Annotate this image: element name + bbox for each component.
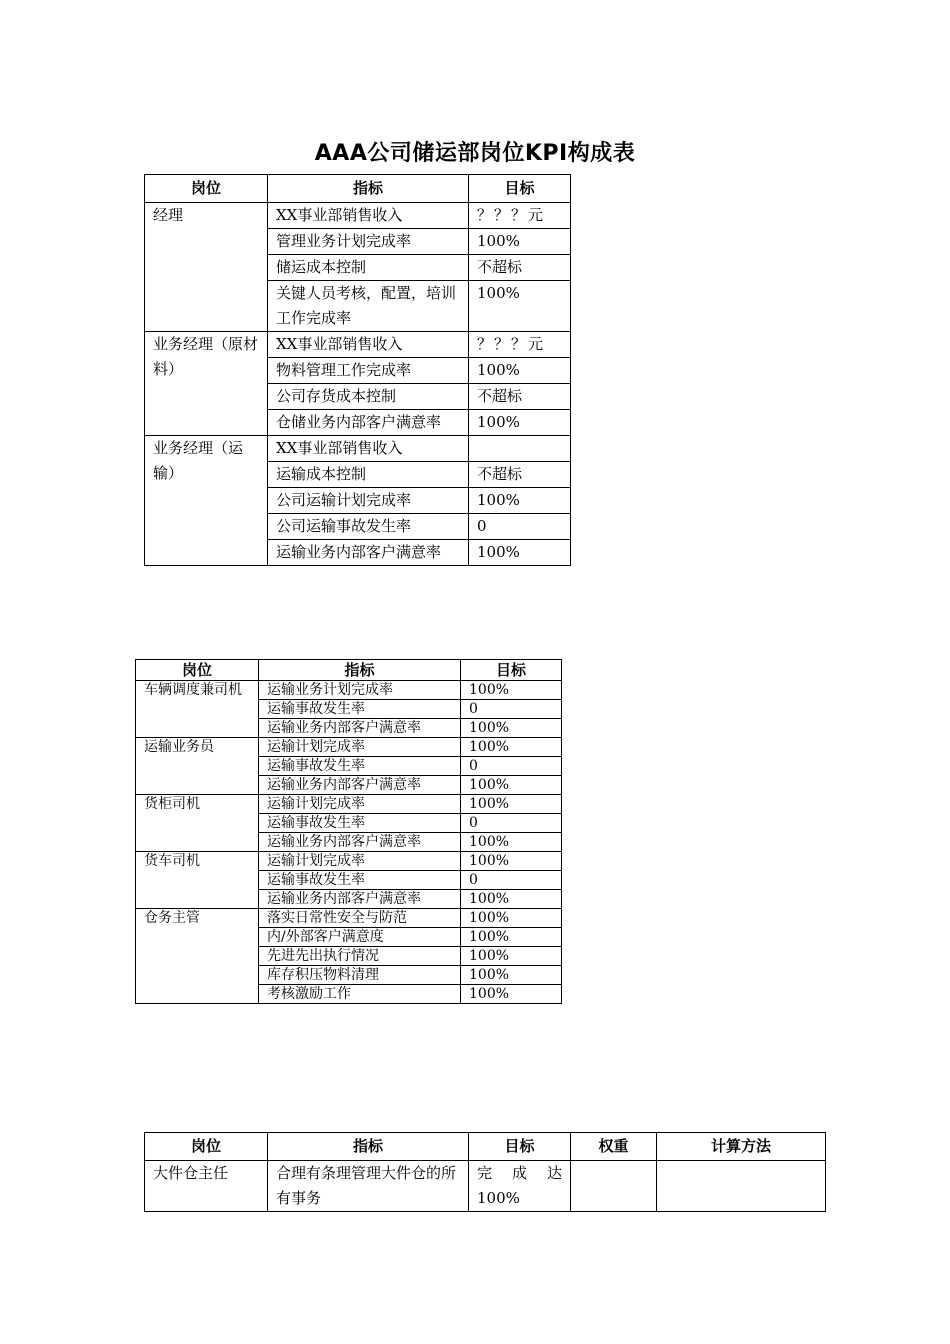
table-row: [136, 852, 562, 871]
indicator-cell: 关键人员考核，配置，培训工作完成率: [268, 281, 469, 332]
header-method: 计算方法: [657, 1133, 826, 1161]
position-cell: 货柜司机: [136, 795, 259, 852]
target-cell: 100%: [469, 540, 571, 566]
indicator-cell: 物料管理工作完成率: [268, 358, 469, 384]
target-cell: 100%: [461, 928, 562, 947]
indicator-cell: XX事业部销售收入: [268, 203, 469, 229]
indicator-cell: 运输计划完成率: [259, 852, 461, 871]
table-row: [145, 332, 571, 358]
indicator-cell: 运输计划完成率: [259, 795, 461, 814]
target-cell: 100%: [469, 281, 571, 332]
target-cell: 100%: [461, 909, 562, 928]
header-indicator: 指标: [268, 175, 469, 203]
target-cell: 100%: [461, 738, 562, 757]
position-cell: 仓务主管: [136, 909, 259, 1004]
indicator-cell: 运输业务内部客户满意率: [259, 719, 461, 738]
table-header-row: [145, 1133, 826, 1161]
header-weight: 权重: [571, 1133, 657, 1161]
target-cell: 不超标: [469, 255, 571, 281]
target-cell: 不超标: [469, 384, 571, 410]
target-cell: 100%: [469, 229, 571, 255]
table-row: [145, 436, 571, 462]
indicator-cell: 内/外部客户满意度: [259, 928, 461, 947]
indicator-cell: 运输事故发生率: [259, 871, 461, 890]
table-row: [136, 909, 562, 928]
indicator-cell: 运输成本控制: [268, 462, 469, 488]
position-cell: 运输业务员: [136, 738, 259, 795]
header-position: 岗位: [145, 175, 268, 203]
target-cell: 100%: [469, 488, 571, 514]
indicator-cell: 先进先出执行情况: [259, 947, 461, 966]
table-header-row: [136, 660, 562, 681]
position-cell: 货车司机: [136, 852, 259, 909]
indicator-cell: 运输计划完成率: [259, 738, 461, 757]
indicator-cell: 运输事故发生率: [259, 700, 461, 719]
target-cell: 100%: [461, 795, 562, 814]
table-row: [145, 1161, 826, 1212]
target-cell: 100%: [461, 890, 562, 909]
target-cell: 100%: [461, 852, 562, 871]
indicator-cell: 管理业务计划完成率: [268, 229, 469, 255]
header-target: 目标: [469, 175, 571, 203]
target-cell: 100%: [461, 776, 562, 795]
indicator-cell: 公司运输计划完成率: [268, 488, 469, 514]
indicator-cell: 公司运输事故发生率: [268, 514, 469, 540]
indicator-cell: 库存积压物料清理: [259, 966, 461, 985]
header-position: 岗位: [136, 660, 259, 681]
page-title: AAA公司储运部岗位KPI构成表: [314, 141, 636, 166]
method-cell: [657, 1161, 826, 1212]
indicator-cell: 运输业务内部客户满意率: [259, 890, 461, 909]
position-cell: 业务经理（运输）: [145, 436, 268, 566]
target-cell: ？？？元: [469, 332, 571, 358]
target-cell: [469, 1161, 571, 1212]
target-cell: 0: [461, 814, 562, 833]
header-target: 目标: [461, 660, 562, 681]
target-cell: 0: [469, 514, 571, 540]
table-row: [145, 203, 571, 229]
target-cell: 100%: [461, 985, 562, 1004]
indicator-cell: 落实日常性安全与防范: [259, 909, 461, 928]
target-cell: ？？？元: [469, 203, 571, 229]
position-cell: 经理: [145, 203, 268, 332]
position-cell: 业务经理（原材料）: [145, 332, 268, 436]
position-cell: 车辆调度兼司机: [136, 681, 259, 738]
indicator-cell: 运输事故发生率: [259, 757, 461, 776]
indicator-cell: 仓储业务内部客户满意率: [268, 410, 469, 436]
target-cell: [469, 436, 571, 462]
weight-cell: [571, 1161, 657, 1212]
target-cell: 100%: [461, 947, 562, 966]
indicator-cell: 考核激励工作: [259, 985, 461, 1004]
target-line: 完成达: [477, 1164, 562, 1182]
table-header-row: [145, 175, 571, 203]
target-cell: 0: [461, 757, 562, 776]
indicator-cell: XX事业部销售收入: [268, 436, 469, 462]
target-cell: 100%: [469, 358, 571, 384]
indicator-cell: 储运成本控制: [268, 255, 469, 281]
table-row: [136, 738, 562, 757]
target-cell: 100%: [461, 681, 562, 700]
target-cell: 100%: [469, 410, 571, 436]
table-row: [136, 681, 562, 700]
indicator-cell: 运输业务内部客户满意率: [259, 776, 461, 795]
kpi-table-managers: [144, 174, 571, 566]
indicator-cell: 运输业务内部客户满意率: [259, 833, 461, 852]
indicator-cell: 运输业务计划完成率: [259, 681, 461, 700]
indicator-cell: 运输事故发生率: [259, 814, 461, 833]
target-cell: 不超标: [469, 462, 571, 488]
target-cell: 100%: [461, 833, 562, 852]
kpi-table-staff: [135, 659, 562, 1004]
target-cell: 0: [461, 700, 562, 719]
header-position: 岗位: [145, 1133, 268, 1161]
header-indicator: 指标: [259, 660, 461, 681]
target-cell: 100%: [461, 719, 562, 738]
header-target: 目标: [469, 1133, 571, 1161]
table-row: [136, 795, 562, 814]
indicator-cell: 合理有条理管理大件仓的所有事务: [268, 1161, 469, 1212]
indicator-cell: XX事业部销售收入: [268, 332, 469, 358]
header-indicator: 指标: [268, 1133, 469, 1161]
target-cell: 0: [461, 871, 562, 890]
position-cell: 大件仓主任: [145, 1161, 268, 1212]
indicator-cell: 运输业务内部客户满意率: [268, 540, 469, 566]
target-line: 100%: [477, 1189, 520, 1207]
target-cell: 100%: [461, 966, 562, 985]
indicator-cell: 公司存货成本控制: [268, 384, 469, 410]
kpi-table-warehouse: [144, 1132, 826, 1212]
